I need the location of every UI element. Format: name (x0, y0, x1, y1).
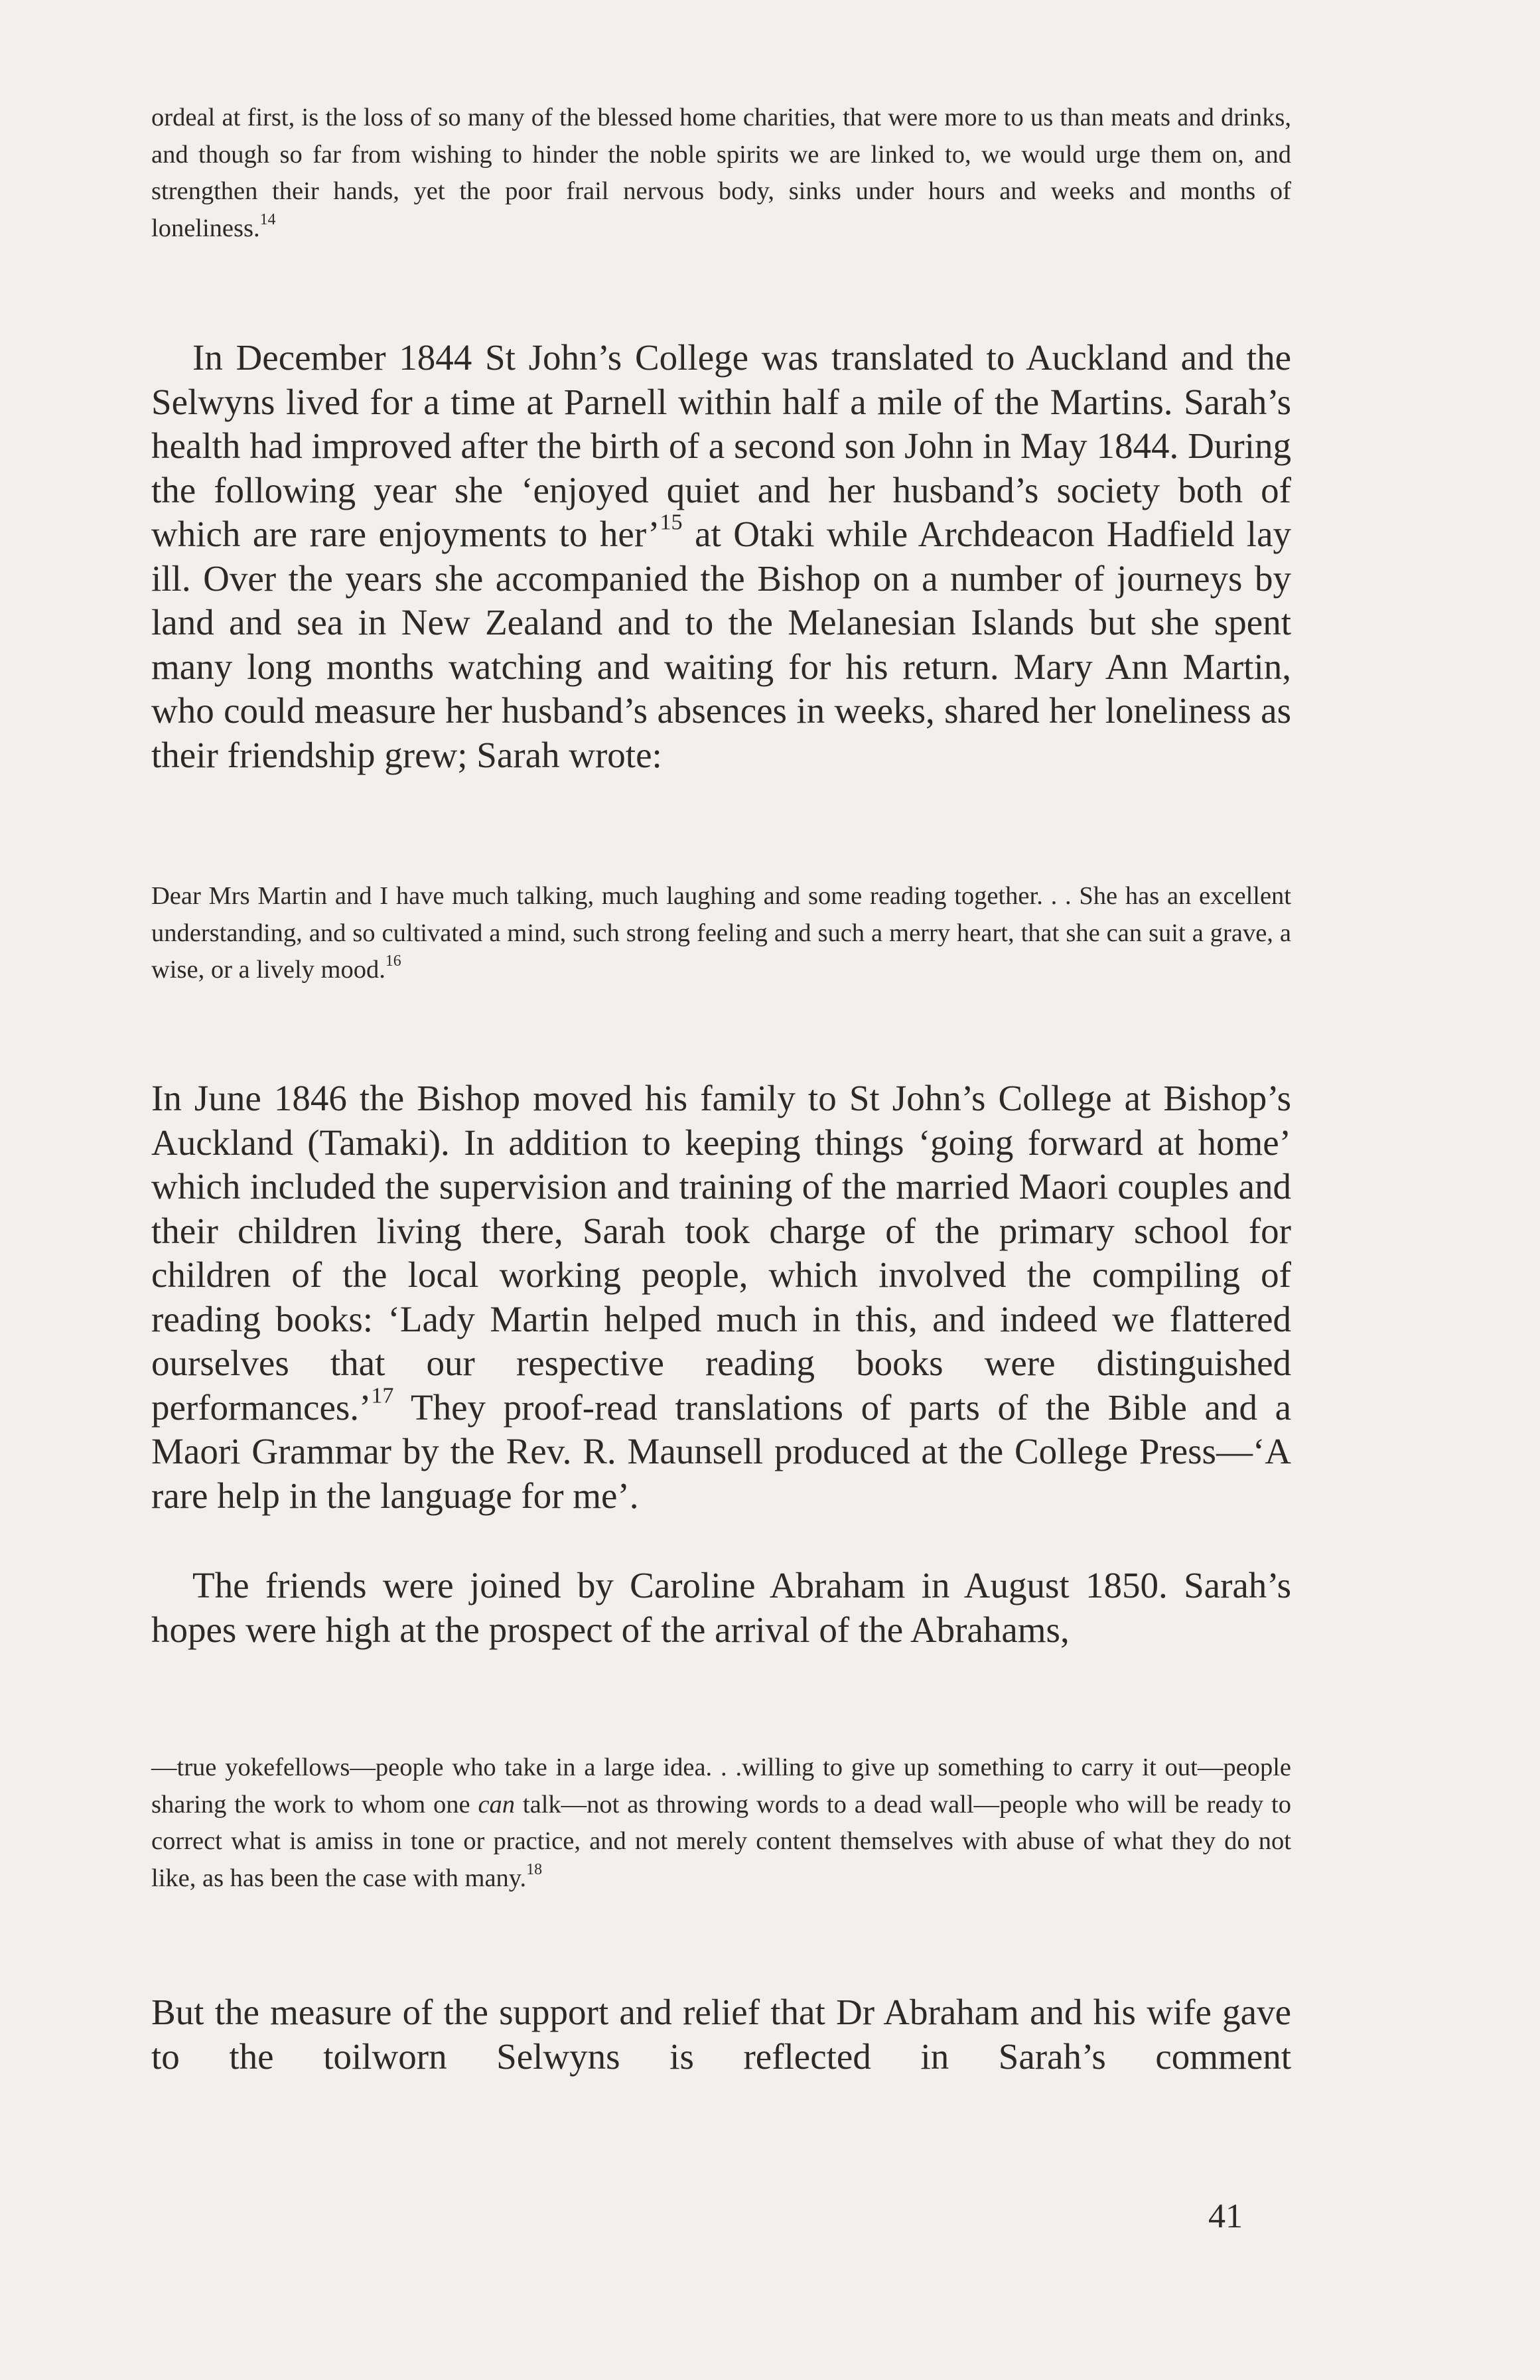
paragraph-text: at Otaki while Archdeacon Hadfield lay ill. Over the years she accompanied the Bishop on a number of journeys by land and sea in New Zealand and to the Melanesian Islands but she spent many long months watching and waiting for his return. Mary Ann Martin, who could measure her husband’s absences in weeks, shared her loneliness as their friendship grew; Sarah wrote: (151, 514, 1291, 775)
footnote-marker: 15 (660, 510, 683, 535)
block-quote (151, 1749, 1291, 1897)
body-paragraph (151, 336, 1291, 777)
footnote-marker: 14 (259, 210, 276, 228)
body-paragraph (151, 1564, 1291, 1652)
footnote-marker: 18 (526, 1860, 543, 1878)
paragraph-text: In June 1846 the Bishop moved his family to St John’s College at Bishop’s Auckland (Tamaki). In addition to keeping things ‘going forward at home’ which included the supervision and training of the married Maori couples and their children living there, Sarah took charge of the primary school for children of the local working people, which involved the compiling of reading books: ‘Lady Martin helped much in this, and indeed we flattered ourselves that our respective reading books were distinguished performances.’ (151, 1078, 1291, 1428)
paragraph-text: The friends were joined by Caroline Abraham in August 1850. Sarah’s hopes were high at the prospect of the arrival of the Abrahams, (151, 1565, 1291, 1650)
quote-text: talk—not as throwing words to a dead wall—people who will be ready to correct what is amiss in tone or practice, and not merely content themselves with abuse of what they do not like, as has been the case with many. (151, 1790, 1291, 1892)
paragraph-text: But the measure of the support and relief that Dr Abraham and his wife gave to the toilworn Selwyns is reflected in Sarah’s comment (151, 1992, 1291, 2077)
block-quote (151, 878, 1291, 989)
quote-text: —true yokefellows—people who take in a large idea. . .willing to give up something to carry it out—people sharing the work to whom one (151, 1753, 1291, 1819)
footnote-marker: 16 (385, 952, 401, 970)
block-quote-continuation (151, 100, 1291, 247)
paragraph-text: In December 1844 St John’s College was translated to Auckland and the Selwyns lived for a time at Parnell within half a mile of the Martins. Sarah’s health had improved after the birth of a second son John in May 1844. During the following year she ‘enjoyed quiet and her husband’s society both of which are rare enjoyments to her’ (151, 337, 1291, 554)
body-paragraph (151, 1077, 1291, 1518)
paragraph-text: They proof-read translations of parts of the Bible and a Maori Grammar by the Rev. R. Maunsell produced at the College Press—‘A rare help in the language for me’. (151, 1386, 1291, 1516)
footnote-marker: 17 (371, 1382, 394, 1408)
quote-text: ordeal at first, is the loss of so many of the blessed home charities, that were more to us than meats and drinks, and though so far from wishing to hinder the noble spirits we are linked to, we would urge them on, and strengthen their hands, yet the poor frail nervous body, sinks under hours and weeks and months of loneliness. (151, 104, 1291, 242)
quote-text: Dear Mrs Martin and I have much talking, much laughing and some reading together. . . She has an excellent understanding, and so cultivated a mind, such strong feeling and such a merry heart, that she can suit a grave, a wise, or a lively mood. (151, 882, 1291, 984)
emphasis: can (478, 1790, 516, 1819)
page-number: 41 (1208, 2197, 1243, 2235)
body-paragraph (151, 1990, 1291, 2079)
